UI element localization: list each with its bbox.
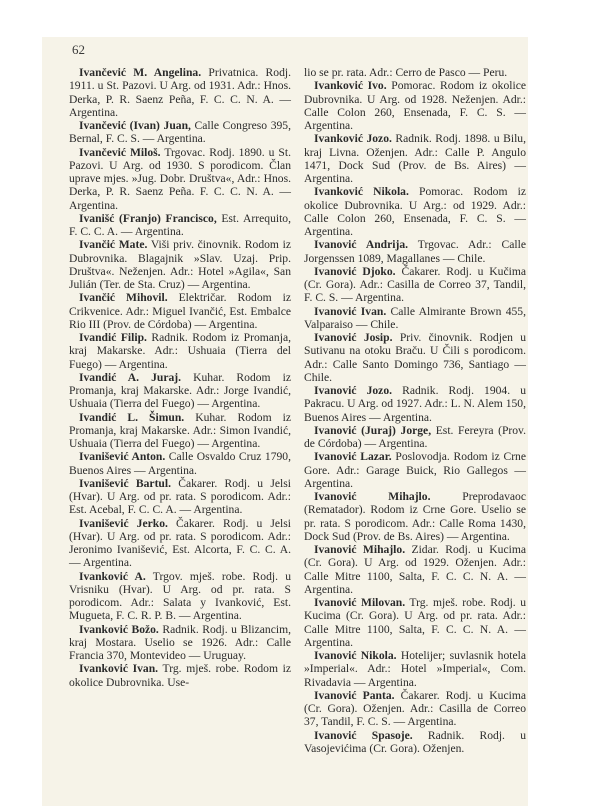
directory-entry bbox=[304, 424, 526, 451]
entry-text: Est. Fereyra (Prov. de Córdoba) — Argentina. bbox=[304, 423, 526, 450]
entry-name: Ivanišević Bartul. bbox=[79, 476, 171, 490]
entry-name: Ivanović Mihajlo. bbox=[314, 543, 406, 556]
entry-text: Radnik. Rodj. 1898. u Bilu, kraj Livna. Oženjen. Adr.: Calle P. Angulo 1471, Dock Sud (Prov. de Bs. Aires) — Argentina. bbox=[304, 132, 526, 185]
entry-name: Ivanović (Juraj) Jorge, bbox=[314, 423, 432, 437]
directory-entry bbox=[69, 119, 291, 146]
directory-entry bbox=[304, 596, 526, 649]
directory-entry bbox=[304, 238, 526, 265]
entry-name: Ivanišć (Franjo) Francisco, bbox=[79, 211, 217, 225]
directory-entry bbox=[304, 66, 526, 79]
directory-entry bbox=[69, 331, 291, 371]
directory-entry bbox=[304, 384, 526, 424]
entry-text: Pomorac. Rodom iz okolice Dubrovnika. U Arg. od 1928. Neženjen. Adr.: Calle Colon 260, Ensenada, F. C. S. — Argentina. bbox=[304, 79, 526, 132]
entry-text: Zidar. Rodj. u Kucima (Cr. Gora). U Arg. od 1929. Oženjen. Adr.: Calle Mitre 1100, Salta, F. C. C. N. A. — Argentina. bbox=[304, 543, 526, 596]
entry-text: Čakarer. Rodj. u Kučima (Cr. Gora). Adr.: Casilla de Correo 37, Tandil, F. C. S. — Argentina. bbox=[304, 264, 526, 305]
entry-name: Ivanović Nikola. bbox=[314, 649, 397, 662]
entry-name: Ivandić Filip. bbox=[79, 331, 147, 344]
page-number: 62 bbox=[72, 42, 85, 57]
entry-name: Ivančević Miloš. bbox=[79, 145, 161, 159]
entry-name: Ivanković Ivo. bbox=[314, 79, 387, 93]
directory-entry bbox=[304, 265, 526, 305]
entry-text: Poslovodja. Rodom iz Crne Gore. Adr.: Garage Buick, Rio Gallegos — Argentina. bbox=[304, 450, 526, 490]
directory-entry bbox=[69, 66, 291, 119]
entry-name: Ivanović Spasoje. bbox=[314, 728, 413, 742]
entry-name: Ivandić A. Juraj. bbox=[79, 370, 182, 384]
entry-text: Električar. Rodom iz Crikvenice. Adr.: Miguel Ivančić, Est. Embalce Rio III (Prov. de Córdoba) — Argentina. bbox=[69, 291, 291, 331]
entry-text: Trg. mješ. robe. Rodj. u Kucima (Cr. Gora). U Arg. od pr. rata. Adr.: Calle Mitre 1100, Salta, F. C. C. N. A. — Argentina. bbox=[304, 596, 526, 649]
directory-entry bbox=[69, 411, 291, 451]
entry-text: Pomorac. Rodom iz okolice Dubrovnika. U Arg.: od 1929. Adr.: Calle Colon 260, Ensenada, F. C. S. — Argentina. bbox=[304, 185, 526, 238]
entry-text: Radnik. Rodj. u Vasojevićima (Cr. Gora). Oženjen. bbox=[304, 728, 526, 755]
entry-text: Trgov. mješ. robe. Rodj. u Vrisniku (Hvar). U Arg. od pr. rata. S porodicom. Adr.: Salata y Ivanković, Est. Mugueta, F. C. R. P. B. — Argentina. bbox=[69, 569, 291, 623]
entry-name: Ivanović Andrija. bbox=[314, 238, 409, 252]
entry-name: Ivanović Jozo. bbox=[314, 384, 393, 397]
directory-entry bbox=[69, 291, 291, 331]
entry-name: Ivanović Mihajlo. bbox=[314, 490, 431, 503]
entry-name: Ivanković Božo. bbox=[79, 622, 159, 636]
entry-text: Trg. mješ. robe. Rodom iz okolice Dubrovnika. Use- bbox=[69, 662, 291, 689]
entry-name: Ivančić Mate. bbox=[79, 238, 148, 252]
directory-entry bbox=[69, 212, 291, 239]
directory-entry bbox=[304, 543, 526, 596]
entry-name: Ivanišević Anton. bbox=[79, 450, 166, 464]
entry-text: Trgovac. Rodj. 1890. u St. Pazovi. U Arg. od 1930. S porodicom. Član uprave mjes. »Jug. Dobr. Društva«, Adr.: Hnos. Derka, P. R. Saenz Peña. F. C. C. N. A. — Argentina. bbox=[69, 145, 292, 212]
entry-text: Privatnica. Rodj. 1911. u St. Pazovi. U Arg. od 1931. Adr.: Hnos. Derka, P. R. Saenz Peña, F. C. C. N. A. — Argentina. bbox=[69, 66, 291, 119]
entry-text: Radnik. Rodj. u Blizancim, kraj Mostara. Uselio se 1926. Adr.: Calle Francia 370, Montevideo — Uruguay. bbox=[69, 622, 292, 662]
entry-name: Ivančić Mihovil. bbox=[79, 291, 168, 305]
entry-text: Čakarer. Rodj. u Kucima (Cr. Gora). Oženjen. Adr.: Casilla de Correo 37, Tandil, F. C. S. — Argentina. bbox=[304, 688, 526, 729]
directory-entry bbox=[304, 689, 526, 729]
entry-text: Priv. činovnik. Rodjen u Sutivanu na otoku Braču. U Čili s porodicom. Adr.: Calle Santo Domingo 736, Santiago — Chile. bbox=[304, 331, 527, 384]
directory-entry bbox=[69, 517, 291, 570]
entry-name: Ivanović Josip. bbox=[314, 331, 393, 344]
entry-text: Preprodavaoc (Rematador). Rodom iz Crne Gore. Uselio se pr. rata. S porodicom. Adr.: Calle Roma 1430, Dock Sud (Prov. de Bs. Aires) — Argentina. bbox=[304, 490, 526, 543]
entry-name: Ivanović Djoko. bbox=[314, 264, 396, 278]
entry-text: Trgovac. Adr.: Calle Jorgenssen 1089, Magallanes — Chile. bbox=[304, 238, 526, 265]
directory-entry bbox=[69, 238, 291, 291]
directory-entry bbox=[304, 450, 526, 490]
directory-entry bbox=[304, 649, 526, 689]
directory-entry bbox=[304, 132, 526, 185]
entry-name: Ivanović Lazar. bbox=[314, 450, 392, 464]
directory-entry bbox=[69, 477, 291, 517]
directory-entry bbox=[69, 371, 291, 411]
directory-entry bbox=[304, 305, 526, 332]
directory-entry bbox=[69, 662, 291, 689]
directory-entry bbox=[69, 450, 291, 477]
entry-text: Kuhar. Rodom iz Promanja, kraj Makarske. Adr.: Jorge Ivandić, Ushuaia (Tierra del Fuego) — Argentina. bbox=[69, 370, 292, 411]
left-column bbox=[69, 66, 291, 689]
entry-name: Ivanović Milovan. bbox=[314, 596, 406, 609]
entry-name: Ivanković Jozo. bbox=[314, 132, 392, 146]
entry-text: Čakarer. Rodj. u Jelsi (Hvar). U Arg. od pr. rata. S porodicom. Adr.: Est. Acebal, F. C. C. A. — Argentina. bbox=[69, 476, 291, 517]
entry-text: Calle Osvaldo Cruz 1790, Buenos Aires — Argentina. bbox=[69, 450, 291, 477]
entry-text: Radnik. Rodom iz Promanja, kraj Makarske. Adr.: Ushuaia (Tierra del Fuego) — Argentina. bbox=[69, 331, 291, 371]
right-column bbox=[304, 66, 526, 755]
entry-text: Est. Arrequito, F. C. C. A. — Argentina. bbox=[69, 211, 291, 238]
entry-name: Ivanković Ivan. bbox=[79, 662, 159, 676]
directory-entry bbox=[304, 490, 526, 543]
entry-text: Calle Almirante Brown 455, Valparaiso — Chile. bbox=[304, 304, 526, 331]
entry-name: Ivanković A. bbox=[79, 569, 146, 583]
entry-name: Ivanišević Jerko. bbox=[79, 516, 168, 530]
directory-entry bbox=[69, 570, 291, 623]
entry-name: Ivančević (Ivan) Juan, bbox=[79, 119, 191, 132]
entry-text: Hotelijer; suvlasnik hotela »Imperial«. Adr.: Hotel »Imperial«, Com. Rivadavia — Argentina. bbox=[304, 649, 526, 689]
directory-entry bbox=[69, 623, 291, 663]
entry-text: Kuhar. Rodom iz Promanja, kraj Makarske. Adr.: Simon Ivandić, Ushuaia (Tierra del Fuego) — Argentina. bbox=[69, 410, 292, 450]
directory-entry bbox=[304, 331, 526, 384]
directory-entry bbox=[304, 185, 526, 238]
entry-name: Ivančević M. Angelina. bbox=[79, 66, 202, 79]
entry-text: Radnik. Rodj. 1904. u Pakracu. U Arg. od 1927. Adr.: L. N. Alem 150, Buenos Aires — Argentina. bbox=[304, 384, 526, 424]
directory-entry bbox=[304, 79, 526, 132]
directory-entry bbox=[304, 729, 526, 756]
entry-text: lio se pr. rata. Adr.: Cerro de Pasco — Peru. bbox=[304, 66, 508, 79]
entry-name: Ivanović Panta. bbox=[314, 688, 395, 702]
entry-name: Ivanović Ivan. bbox=[314, 304, 387, 318]
entry-name: Ivanković Nikola. bbox=[314, 185, 409, 199]
entry-text: Calle Congreso 395, Bernal, F. C. S. — Argentina. bbox=[69, 119, 291, 146]
entry-text: Viši priv. činovnik. Rodom iz Dubrovnika. Blagajnik »Slav. Uzaj. Prip. Društva«. Neženjen. Adr.: Hotel »Agila«, San Julián (Ter. de Sta. Cruz) — Argentina. bbox=[69, 238, 291, 291]
entry-name: Ivandić L. Šimun. bbox=[79, 410, 185, 424]
directory-entry bbox=[69, 146, 291, 212]
entry-text: Čakarer. Rodj. u Jelsi (Hvar). U Arg. od pr. rata. S porodicom. Adr.: Jeronimo Ivanišević, Est. Alcorta, F. C. C. A. — Argentina. bbox=[69, 516, 291, 570]
